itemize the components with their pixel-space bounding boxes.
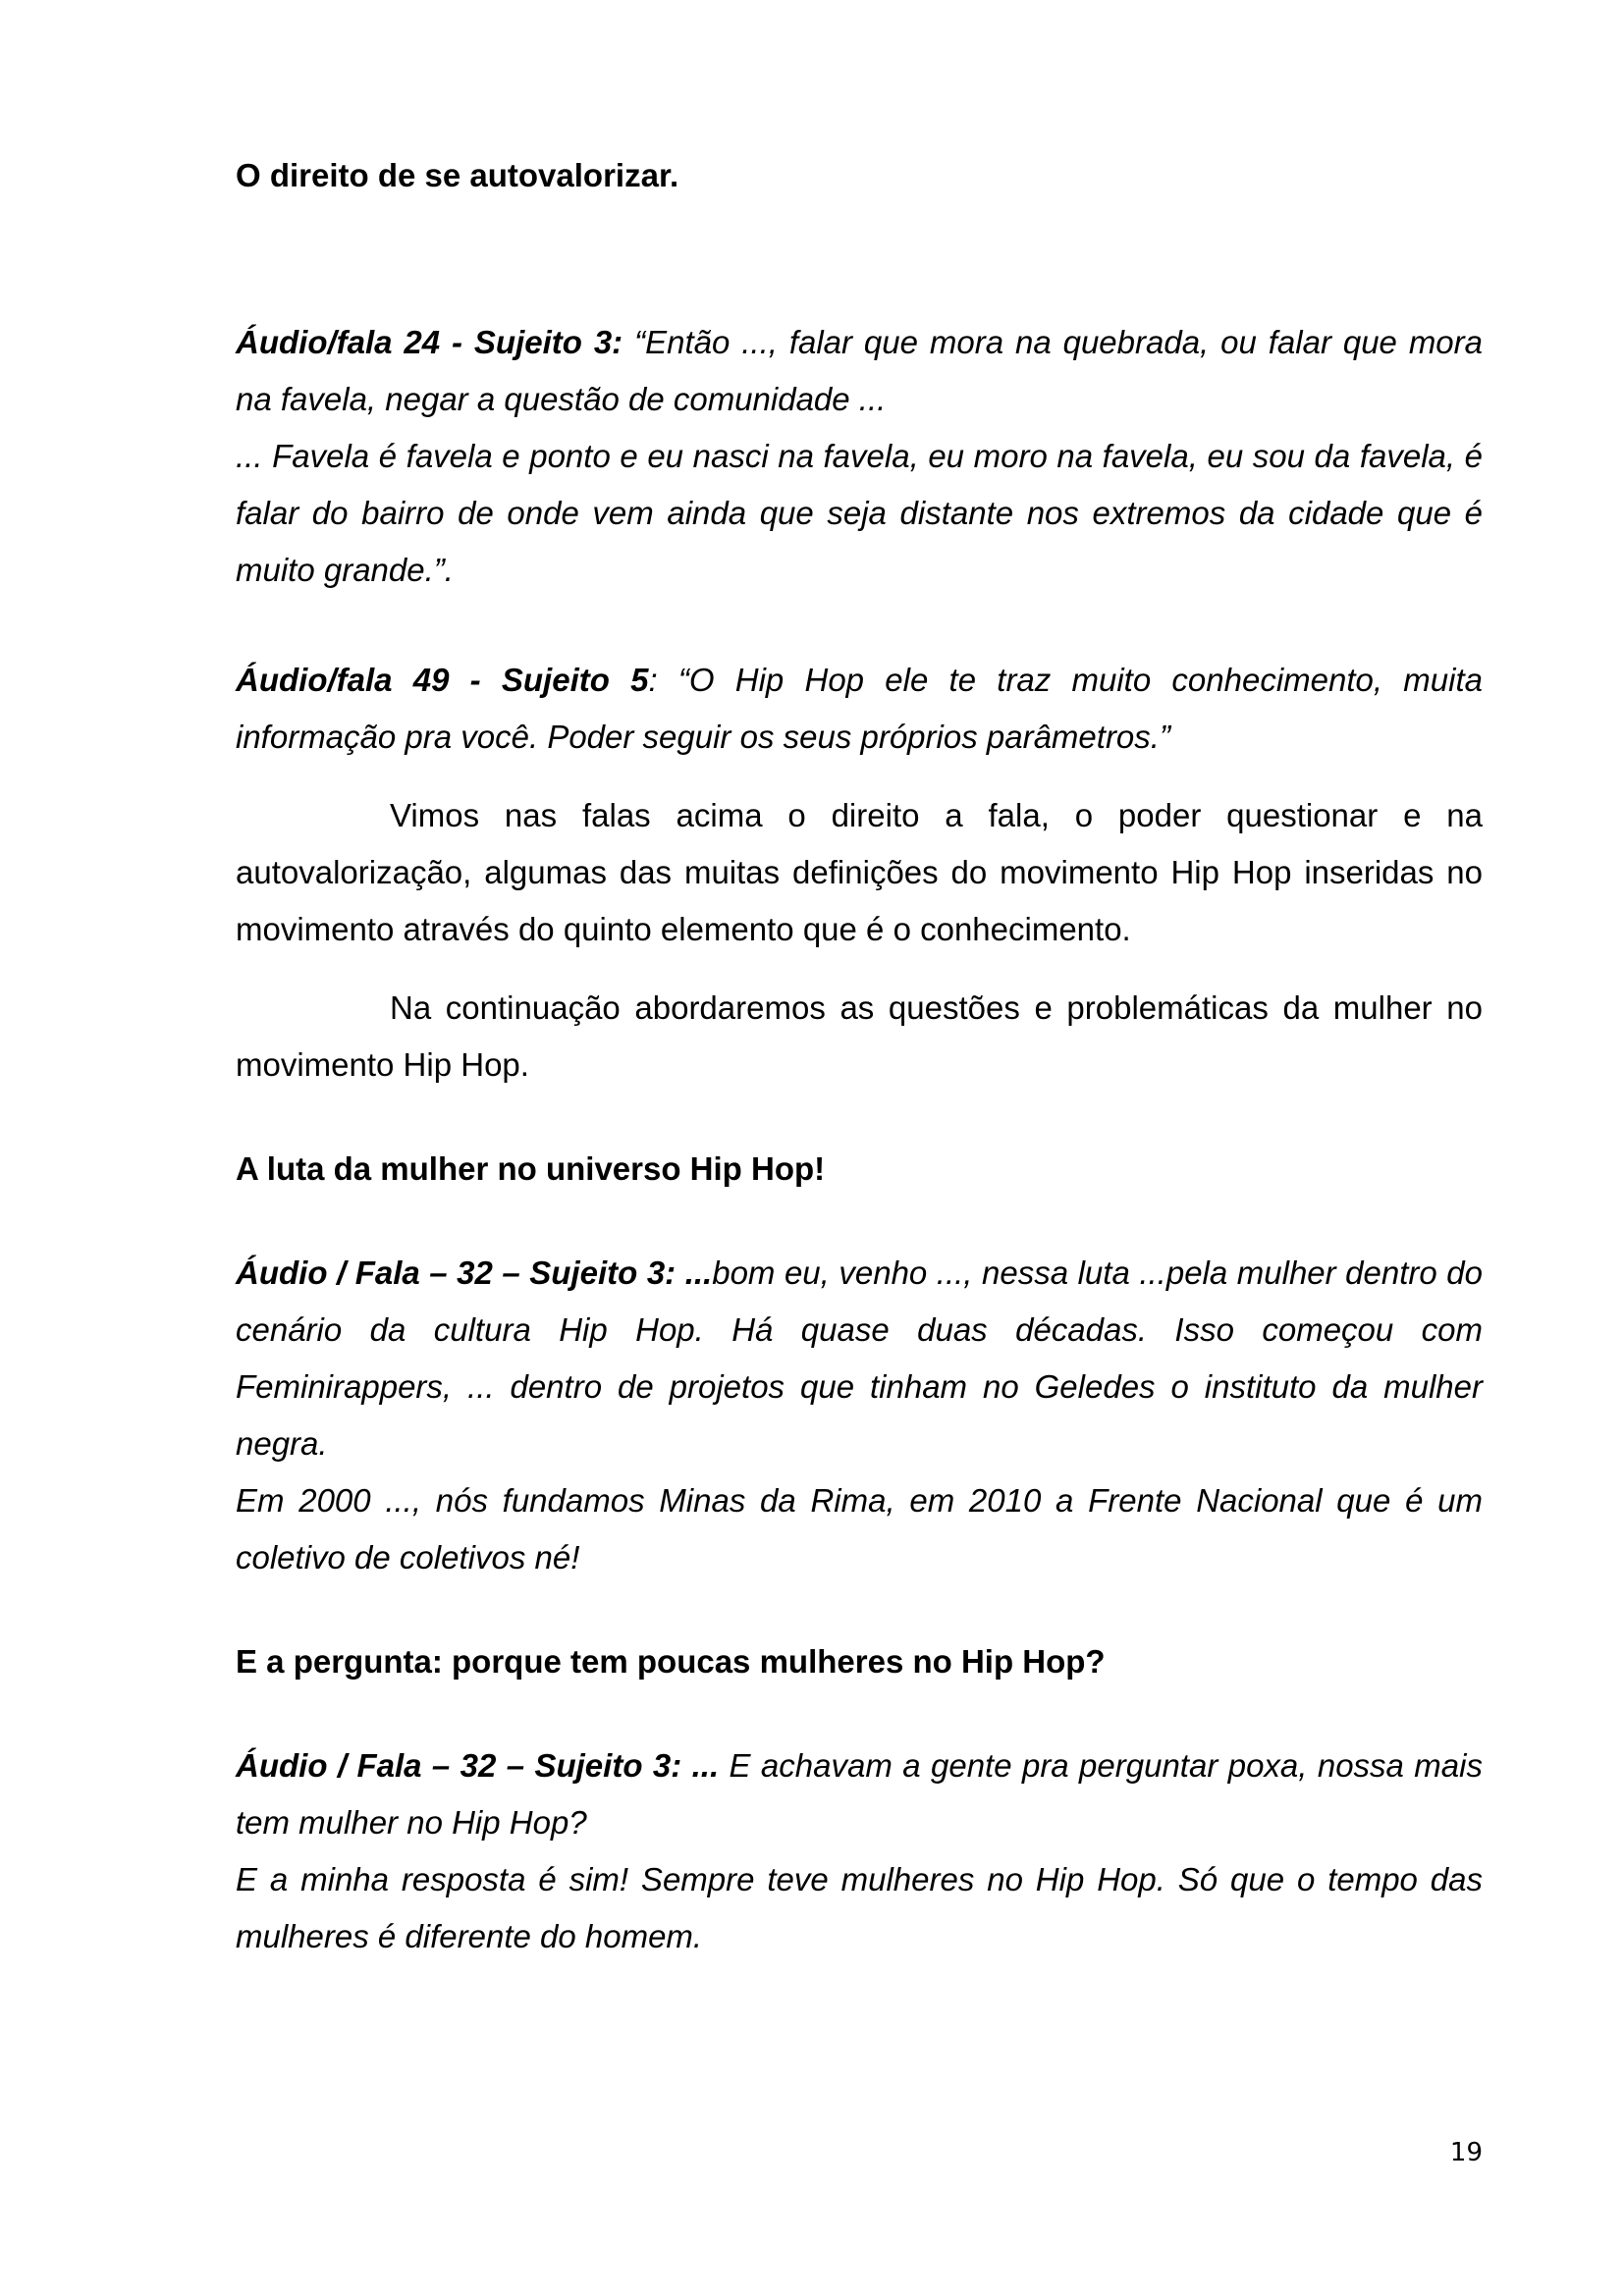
- section-heading-pergunta: E a pergunta: porque tem poucas mulheres no Hip Hop?: [236, 1643, 1106, 1680]
- section-heading-autovalorizar: O direito de se autovalorizar.: [236, 157, 679, 193]
- quote-audio-32-continuation: Em 2000 ..., nós fundamos Minas da Rima, em 2010 a Frente Nacional que é um coletivo de coletivos né!: [236, 1482, 1483, 1575]
- body-paragraph: Vimos nas falas acima o direito a fala, o poder questionar e na autovalorização, algumas das muitas definições do movimento Hip Hop inseridas no movimento através do quinto elemento que é o conhecimento.: [236, 797, 1483, 947]
- quote-audio-49: [236, 652, 1483, 766]
- quote-label: Áudio / Fala – 32 – Sujeito 3: ...: [236, 1747, 720, 1784]
- page-content: [236, 147, 1483, 1965]
- page-number: 19: [1449, 2138, 1483, 2167]
- quote-audio-24: [236, 314, 1483, 428]
- section-heading-luta-mulher: A luta da mulher no universo Hip Hop!: [236, 1150, 826, 1187]
- quote-label: Áudio/fala 24 - Sujeito 3:: [236, 324, 623, 360]
- quote-audio-32: [236, 1245, 1483, 1472]
- quote-label: Áudio/fala 49 - Sujeito 5: [236, 662, 649, 698]
- quote-text: “Então ..., falar que mora na quebrada, ou falar que mora na favela, negar a questão de comunidade ...: [236, 324, 1483, 417]
- body-paragraph: Na continuação abordaremos as questões e problemáticas da mulher no movimento Hip Hop.: [236, 989, 1483, 1083]
- quote-audio-32-second-continuation: E a minha resposta é sim! Sempre teve mulheres no Hip Hop. Só que o tempo das mulheres é diferente do homem.: [236, 1861, 1483, 1954]
- quote-label: Áudio / Fala – 32 – Sujeito 3: ...: [236, 1255, 713, 1291]
- quote-text: E achavam a gente pra perguntar poxa, nossa mais tem mulher no Hip Hop?: [236, 1747, 1483, 1841]
- quote-audio-32-second: [236, 1737, 1483, 1851]
- quote-text: bom eu, venho ..., nessa luta ...pela mulher dentro do cenário da cultura Hip Hop. Há quase duas décadas. Isso começou com Feminirappers, ... dentro de projetos que tinham no Geledes o instituto da mulher negra.: [236, 1255, 1483, 1462]
- quote-text: : “O Hip Hop ele te traz muito conhecimento, muita informação pra você. Poder seguir os seus próprios parâmetros.”: [236, 662, 1483, 755]
- quote-audio-24-continuation: ... Favela é favela e ponto e eu nasci na favela, eu moro na favela, eu sou da favela, é falar do bairro de onde vem ainda que seja distante nos extremos da cidade que é muito grande.”.: [236, 438, 1483, 588]
